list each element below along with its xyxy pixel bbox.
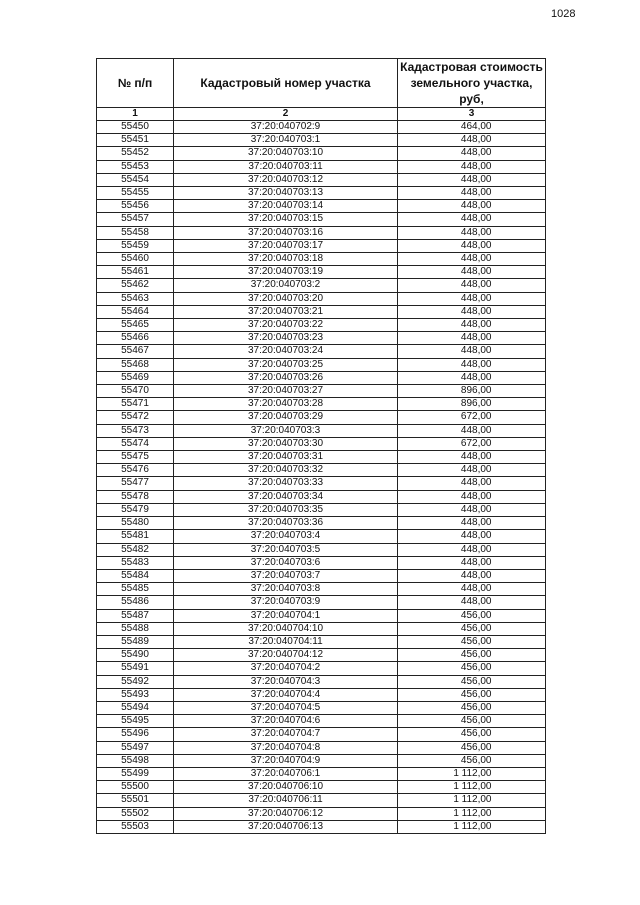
cadastral-number: 37:20:040703:34 — [174, 490, 398, 503]
cadastral-value: 448,00 — [460, 332, 492, 344]
row-index: 55480 — [97, 517, 174, 530]
table-row — [97, 332, 546, 345]
cadastral-value: 448,00 — [460, 451, 492, 463]
column-number: 2 — [174, 108, 398, 121]
cadastral-value: 448,00 — [460, 319, 492, 331]
table-row — [97, 477, 546, 490]
cadastral-number: 37:20:040703:15 — [174, 213, 398, 226]
cadastral-value-cell — [398, 807, 546, 820]
cadastral-value: 456,00 — [460, 715, 492, 727]
cadastral-value-cell — [398, 332, 546, 345]
cadastral-value-cell — [398, 556, 546, 569]
cadastral-value-cell — [398, 226, 546, 239]
cadastral-value: 456,00 — [460, 701, 492, 713]
cadastral-number: 37:20:040702:9 — [174, 121, 398, 134]
cadastral-number: 37:20:040703:19 — [174, 266, 398, 279]
cadastral-number: 37:20:040703:11 — [174, 160, 398, 173]
row-index: 55472 — [97, 411, 174, 424]
row-index: 55477 — [97, 477, 174, 490]
cadastral-value: 448,00 — [460, 517, 492, 529]
table-row — [97, 503, 546, 516]
cadastral-number: 37:20:040703:23 — [174, 332, 398, 345]
row-index: 55467 — [97, 345, 174, 358]
table-row — [97, 451, 546, 464]
cadastral-value: 448,00 — [460, 345, 492, 357]
cadastral-number: 37:20:040704:6 — [174, 715, 398, 728]
cadastral-value: 448,00 — [460, 490, 492, 502]
cadastral-value-cell — [398, 517, 546, 530]
cadastral-value: 456,00 — [460, 754, 492, 766]
table-row — [97, 226, 546, 239]
table-row — [97, 715, 546, 728]
row-index: 55481 — [97, 530, 174, 543]
row-index: 55483 — [97, 556, 174, 569]
cadastral-value-cell — [398, 358, 546, 371]
table-row — [97, 358, 546, 371]
cadastral-value: 448,00 — [460, 226, 492, 238]
cadastral-value-cell — [398, 715, 546, 728]
cadastral-number: 37:20:040703:20 — [174, 292, 398, 305]
page-number: 1028 — [551, 8, 576, 20]
row-index: 55453 — [97, 160, 174, 173]
header-row — [97, 59, 546, 108]
cadastral-value: 448,00 — [460, 266, 492, 278]
cadastral-value: 456,00 — [460, 649, 492, 661]
table-row — [97, 121, 546, 134]
table-row — [97, 160, 546, 173]
cadastral-number: 37:20:040703:16 — [174, 226, 398, 239]
cadastral-value-cell — [398, 794, 546, 807]
row-index: 55458 — [97, 226, 174, 239]
header-cadastral-number: Кадастровый номер участка — [174, 59, 398, 108]
cadastral-value: 456,00 — [460, 635, 492, 647]
header-cadastral-value: Кадастровая стоимость земельного участка, руб, — [398, 59, 546, 108]
cadastral-value-cell — [398, 253, 546, 266]
cadastral-number: 37:20:040703:2 — [174, 279, 398, 292]
cadastral-value: 448,00 — [460, 569, 492, 581]
cadastral-value: 456,00 — [460, 675, 492, 687]
table-row — [97, 437, 546, 450]
cadastral-number: 37:20:040703:7 — [174, 569, 398, 582]
row-index: 55497 — [97, 741, 174, 754]
cadastral-value: 1 112,00 — [453, 807, 492, 819]
row-index: 55464 — [97, 305, 174, 318]
cadastral-value-cell — [398, 820, 546, 833]
cadastral-number: 37:20:040704:5 — [174, 701, 398, 714]
column-number-row — [97, 108, 546, 121]
cadastral-value: 448,00 — [460, 424, 492, 436]
cadastral-value-cell — [398, 121, 546, 134]
cadastral-value-cell — [398, 701, 546, 714]
cadastral-value-cell — [398, 530, 546, 543]
cadastral-number: 37:20:040703:14 — [174, 200, 398, 213]
table-row — [97, 569, 546, 582]
row-index: 55485 — [97, 583, 174, 596]
cadastral-value-cell — [398, 503, 546, 516]
table-row — [97, 134, 546, 147]
cadastral-value-cell — [398, 200, 546, 213]
row-index: 55503 — [97, 820, 174, 833]
row-index: 55465 — [97, 319, 174, 332]
cadastral-value-cell — [398, 596, 546, 609]
row-index: 55496 — [97, 728, 174, 741]
table-row — [97, 305, 546, 318]
cadastral-value-cell — [398, 213, 546, 226]
cadastral-number: 37:20:040704:10 — [174, 622, 398, 635]
table-row — [97, 622, 546, 635]
cadastral-value-cell — [398, 292, 546, 305]
row-index: 55460 — [97, 253, 174, 266]
cadastral-number: 37:20:040703:36 — [174, 517, 398, 530]
cadastral-number: 37:20:040704:11 — [174, 635, 398, 648]
cadastral-number: 37:20:040703:35 — [174, 503, 398, 516]
cadastral-number: 37:20:040703:28 — [174, 398, 398, 411]
table-row — [97, 596, 546, 609]
table-row — [97, 754, 546, 767]
table-row — [97, 464, 546, 477]
cadastral-value: 448,00 — [460, 503, 492, 515]
cadastral-value-cell — [398, 781, 546, 794]
table-row — [97, 490, 546, 503]
cadastral-number: 37:20:040703:5 — [174, 543, 398, 556]
table-row — [97, 635, 546, 648]
cadastral-value-cell — [398, 675, 546, 688]
row-index: 55457 — [97, 213, 174, 226]
column-number: 1 — [97, 108, 174, 121]
table-row — [97, 807, 546, 820]
cadastral-value-cell — [398, 173, 546, 186]
row-index: 55490 — [97, 649, 174, 662]
row-index: 55499 — [97, 767, 174, 780]
cadastral-value: 1 112,00 — [453, 820, 492, 832]
table-row — [97, 675, 546, 688]
cadastral-value-cell — [398, 279, 546, 292]
column-number: 3 — [398, 108, 546, 121]
cadastral-value-cell — [398, 622, 546, 635]
cadastral-number: 37:20:040704:7 — [174, 728, 398, 741]
cadastral-value-cell — [398, 345, 546, 358]
cadastral-value: 448,00 — [460, 239, 492, 251]
cadastral-number: 37:20:040703:12 — [174, 173, 398, 186]
row-index: 55494 — [97, 701, 174, 714]
cadastral-value-cell — [398, 569, 546, 582]
row-index: 55456 — [97, 200, 174, 213]
cadastral-value: 456,00 — [460, 609, 492, 621]
cadastral-number: 37:20:040704:3 — [174, 675, 398, 688]
cadastral-value-cell — [398, 239, 546, 252]
table-row — [97, 147, 546, 160]
cadastral-value: 1 112,00 — [453, 794, 492, 806]
cadastral-number: 37:20:040703:27 — [174, 385, 398, 398]
cadastral-value: 456,00 — [460, 622, 492, 634]
cadastral-number: 37:20:040706:12 — [174, 807, 398, 820]
cadastral-value: 448,00 — [460, 173, 492, 185]
table-row — [97, 266, 546, 279]
cadastral-number: 37:20:040703:25 — [174, 358, 398, 371]
row-index: 55461 — [97, 266, 174, 279]
table-row — [97, 781, 546, 794]
cadastral-value-cell — [398, 635, 546, 648]
row-index: 55501 — [97, 794, 174, 807]
table-row — [97, 543, 546, 556]
cadastral-number: 37:20:040703:3 — [174, 424, 398, 437]
cadastral-value-cell — [398, 464, 546, 477]
table-row — [97, 187, 546, 200]
cadastral-value: 448,00 — [460, 292, 492, 304]
cadastral-value-cell — [398, 160, 546, 173]
cadastral-number: 37:20:040706:13 — [174, 820, 398, 833]
table-row — [97, 728, 546, 741]
cadastral-number: 37:20:040703:13 — [174, 187, 398, 200]
cadastral-value-cell — [398, 319, 546, 332]
cadastral-number: 37:20:040703:30 — [174, 437, 398, 450]
cadastral-number: 37:20:040703:21 — [174, 305, 398, 318]
cadastral-value: 448,00 — [460, 596, 492, 608]
cadastral-number: 37:20:040704:12 — [174, 649, 398, 662]
cadastral-value: 456,00 — [460, 662, 492, 674]
table-row — [97, 662, 546, 675]
table-row — [97, 239, 546, 252]
cadastral-number: 37:20:040704:4 — [174, 688, 398, 701]
row-index: 55462 — [97, 279, 174, 292]
cadastral-value: 456,00 — [460, 741, 492, 753]
row-index: 55469 — [97, 371, 174, 384]
cadastral-value: 672,00 — [460, 411, 492, 423]
cadastral-number: 37:20:040704:9 — [174, 754, 398, 767]
cadastral-number: 37:20:040703:24 — [174, 345, 398, 358]
cadastral-value: 448,00 — [460, 279, 492, 291]
cadastral-value: 896,00 — [460, 385, 492, 397]
table-row — [97, 688, 546, 701]
table-row — [97, 279, 546, 292]
table-row — [97, 173, 546, 186]
cadastral-value-cell — [398, 490, 546, 503]
row-index: 55489 — [97, 635, 174, 648]
table-row — [97, 292, 546, 305]
row-index: 55502 — [97, 807, 174, 820]
cadastral-value-cell — [398, 451, 546, 464]
row-index: 55487 — [97, 609, 174, 622]
cadastral-value: 896,00 — [460, 398, 492, 410]
cadastral-value-cell — [398, 662, 546, 675]
cadastral-number: 37:20:040703:9 — [174, 596, 398, 609]
cadastral-value-cell — [398, 134, 546, 147]
cadastral-value: 672,00 — [460, 437, 492, 449]
cadastral-value-cell — [398, 583, 546, 596]
table-body — [97, 121, 546, 834]
cadastral-number: 37:20:040703:6 — [174, 556, 398, 569]
row-index: 55495 — [97, 715, 174, 728]
cadastral-value: 456,00 — [460, 728, 492, 740]
table-row — [97, 319, 546, 332]
cadastral-table — [96, 58, 546, 834]
cadastral-value: 448,00 — [460, 371, 492, 383]
cadastral-number: 37:20:040703:4 — [174, 530, 398, 543]
table-row — [97, 767, 546, 780]
cadastral-value: 448,00 — [460, 147, 492, 159]
row-index: 55500 — [97, 781, 174, 794]
cadastral-value: 1 112,00 — [453, 781, 492, 793]
cadastral-value: 448,00 — [460, 200, 492, 212]
table-row — [97, 411, 546, 424]
table-row — [97, 213, 546, 226]
row-index: 55475 — [97, 451, 174, 464]
table-row — [97, 741, 546, 754]
cadastral-number: 37:20:040703:29 — [174, 411, 398, 424]
row-index: 55486 — [97, 596, 174, 609]
cadastral-value-cell — [398, 437, 546, 450]
row-index: 55463 — [97, 292, 174, 305]
row-index: 55455 — [97, 187, 174, 200]
cadastral-value-cell — [398, 543, 546, 556]
cadastral-number: 37:20:040706:10 — [174, 781, 398, 794]
cadastral-number: 37:20:040704:2 — [174, 662, 398, 675]
cadastral-value-cell — [398, 649, 546, 662]
cadastral-value: 448,00 — [460, 358, 492, 370]
cadastral-number: 37:20:040703:8 — [174, 583, 398, 596]
table-row — [97, 820, 546, 833]
cadastral-value: 448,00 — [460, 543, 492, 555]
cadastral-value: 464,00 — [460, 121, 492, 132]
cadastral-value: 448,00 — [460, 583, 492, 595]
cadastral-value-cell — [398, 411, 546, 424]
cadastral-number: 37:20:040706:1 — [174, 767, 398, 780]
cadastral-value-cell — [398, 385, 546, 398]
row-index: 55451 — [97, 134, 174, 147]
row-index: 55482 — [97, 543, 174, 556]
cadastral-value-cell — [398, 767, 546, 780]
cadastral-value-cell — [398, 477, 546, 490]
cadastral-value-cell — [398, 398, 546, 411]
row-index: 55492 — [97, 675, 174, 688]
table-row — [97, 556, 546, 569]
row-index: 55454 — [97, 173, 174, 186]
row-index: 55459 — [97, 239, 174, 252]
row-index: 55468 — [97, 358, 174, 371]
row-index: 55470 — [97, 385, 174, 398]
cadastral-value-cell — [398, 609, 546, 622]
row-index: 55474 — [97, 437, 174, 450]
cadastral-value: 1 112,00 — [453, 767, 492, 779]
row-index: 55498 — [97, 754, 174, 767]
row-index: 55452 — [97, 147, 174, 160]
cadastral-value: 448,00 — [460, 530, 492, 542]
cadastral-number: 37:20:040704:8 — [174, 741, 398, 754]
table-row — [97, 385, 546, 398]
cadastral-number: 37:20:040703:31 — [174, 451, 398, 464]
cadastral-value-cell — [398, 371, 546, 384]
cadastral-number: 37:20:040703:32 — [174, 464, 398, 477]
table-row — [97, 345, 546, 358]
table-row — [97, 794, 546, 807]
cadastral-number: 37:20:040703:26 — [174, 371, 398, 384]
cadastral-value-cell — [398, 266, 546, 279]
row-index: 55476 — [97, 464, 174, 477]
cadastral-value: 448,00 — [460, 253, 492, 265]
cadastral-number: 37:20:040704:1 — [174, 609, 398, 622]
cadastral-value-cell — [398, 187, 546, 200]
cadastral-value-cell — [398, 741, 546, 754]
row-index: 55473 — [97, 424, 174, 437]
table-row — [97, 398, 546, 411]
row-index: 55493 — [97, 688, 174, 701]
row-index: 55466 — [97, 332, 174, 345]
table-row — [97, 200, 546, 213]
table-row — [97, 371, 546, 384]
table-row — [97, 649, 546, 662]
cadastral-value-cell — [398, 424, 546, 437]
row-index: 55491 — [97, 662, 174, 675]
cadastral-number: 37:20:040706:11 — [174, 794, 398, 807]
row-index: 55484 — [97, 569, 174, 582]
row-index: 55479 — [97, 503, 174, 516]
cadastral-value: 448,00 — [460, 464, 492, 476]
cadastral-value: 448,00 — [460, 134, 492, 146]
cadastral-value: 448,00 — [460, 556, 492, 568]
table-row — [97, 609, 546, 622]
cadastral-number: 37:20:040703:1 — [174, 134, 398, 147]
table-row — [97, 253, 546, 266]
cadastral-number: 37:20:040703:17 — [174, 239, 398, 252]
table-row — [97, 424, 546, 437]
cadastral-value: 448,00 — [460, 187, 492, 199]
table-row — [97, 701, 546, 714]
cadastral-value-cell — [398, 728, 546, 741]
row-index: 55471 — [97, 398, 174, 411]
table-row — [97, 583, 546, 596]
cadastral-number: 37:20:040703:22 — [174, 319, 398, 332]
cadastral-number: 37:20:040703:33 — [174, 477, 398, 490]
table-row — [97, 517, 546, 530]
cadastral-value: 448,00 — [460, 477, 492, 489]
cadastral-value: 448,00 — [460, 213, 492, 225]
cadastral-number: 37:20:040703:18 — [174, 253, 398, 266]
cadastral-value-cell — [398, 688, 546, 701]
table-row — [97, 530, 546, 543]
cadastral-value: 456,00 — [460, 688, 492, 700]
header-index: № п/п — [97, 59, 174, 108]
cadastral-value-cell — [398, 305, 546, 318]
cadastral-value-cell — [398, 147, 546, 160]
cadastral-value-cell — [398, 754, 546, 767]
cadastral-value: 448,00 — [460, 305, 492, 317]
row-index: 55478 — [97, 490, 174, 503]
row-index: 55488 — [97, 622, 174, 635]
cadastral-number: 37:20:040703:10 — [174, 147, 398, 160]
row-index: 55450 — [97, 121, 174, 134]
cadastral-value: 448,00 — [460, 160, 492, 172]
